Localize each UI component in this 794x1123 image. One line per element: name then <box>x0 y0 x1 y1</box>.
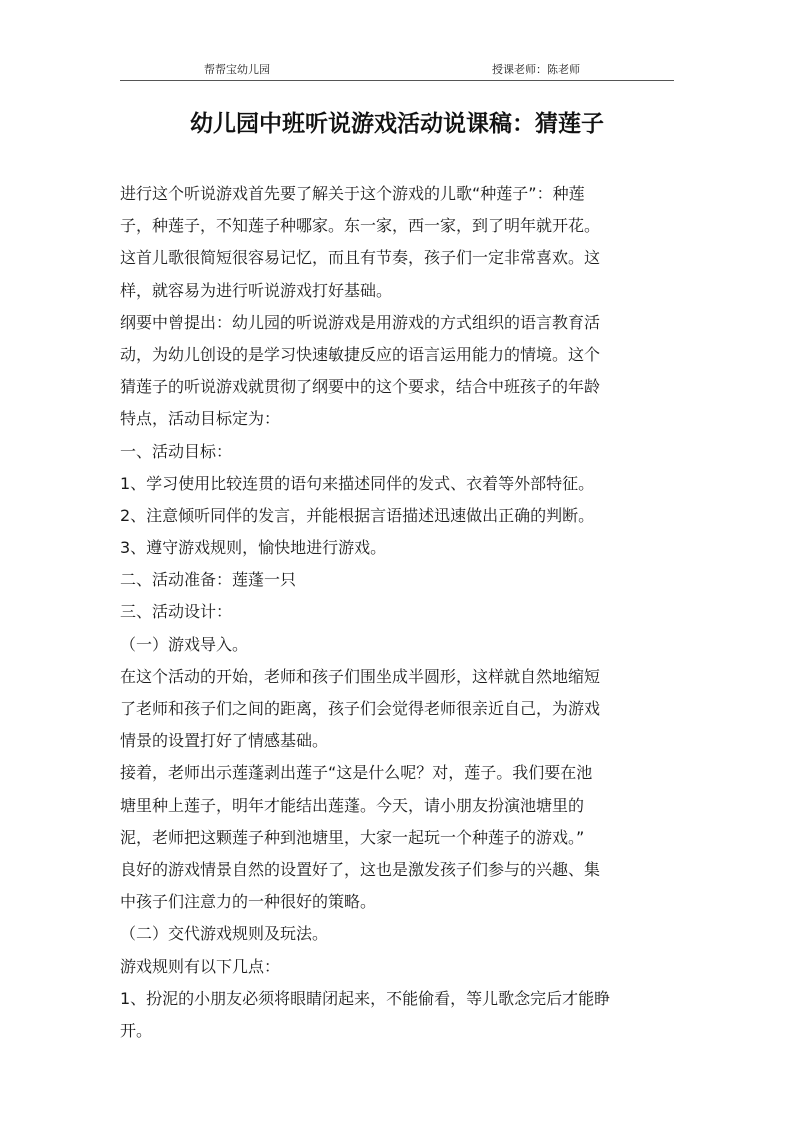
document-title: 幼儿园中班听说游戏活动说课稿：猜莲子 <box>190 111 604 137</box>
rule-item: 1、扮泥的小朋友必须将眼睛闭起来，不能偷看，等儿歌念完后才能睁 <box>120 988 611 1008</box>
body-line: 这首儿歌很简短很容易记忆，而且有节奏，孩子们一定非常喜欢。这 <box>120 248 601 268</box>
body-line: 塘里种上莲子，明年才能结出莲蓬。今天，请小朋友扮演池塘里的 <box>120 795 585 815</box>
header-teacher: 授课老师：陈老师 <box>492 63 580 76</box>
page-header <box>120 62 674 81</box>
section-heading-goals: 一、活动目标： <box>120 441 233 461</box>
body-line: 特点，活动目标定为： <box>120 409 281 429</box>
body-line: 游戏规则有以下几点： <box>120 956 281 976</box>
subsection-heading-intro: （一）游戏导入。 <box>120 634 249 654</box>
document-body <box>120 178 675 1047</box>
body-line: 泥，老师把这颗莲子种到池塘里，大家一起玩一个种莲子的游戏。” <box>120 827 585 847</box>
body-line: 在这个活动的开始，老师和孩子们围坐成半圆形，这样就自然地缩短 <box>120 666 601 686</box>
goal-item: 1、学习使用比较连贯的语句来描述同伴的发式、衣着等外部特征。 <box>120 473 595 493</box>
rule-item: 开。 <box>120 1020 153 1040</box>
section-heading-design: 三、活动设计： <box>120 602 233 622</box>
section-heading-preparation: 二、活动准备：莲蓬一只 <box>120 570 297 590</box>
body-line: 样，就容易为进行听说游戏打好基础。 <box>120 280 393 300</box>
goal-item: 3、遵守游戏规则，愉快地进行游戏。 <box>120 538 387 558</box>
body-line: 中孩子们注意力的一种很好的策略。 <box>120 892 377 912</box>
body-line: 良好的游戏情景自然的设置好了，这也是激发孩子们参与的兴趣、集 <box>120 859 601 879</box>
body-line: 动，为幼儿创设的是学习快速敏捷反应的语言运用能力的情境。这个 <box>120 344 601 364</box>
subsection-heading-rules: （二）交代游戏规则及玩法。 <box>120 924 329 944</box>
body-line: 接着，老师出示莲蓬剥出莲子“这是什么呢？对，莲子。我们要在池 <box>120 763 593 783</box>
body-line: 子，种莲子，不知莲子种哪家。东一家，西一家，到了明年就开花。 <box>120 216 601 236</box>
goal-item: 2、注意倾听同伴的发言，并能根据言语描述迅速做出正确的判断。 <box>120 505 595 525</box>
body-line: 猜莲子的听说游戏就贯彻了纲要中的这个要求，结合中班孩子的年龄 <box>120 377 601 397</box>
header-kindergarten-name: 帮帮宝幼儿园 <box>204 63 270 76</box>
body-line: 情景的设置打好了情感基础。 <box>120 731 329 751</box>
body-line: 纲要中曾提出：幼儿园的听说游戏是用游戏的方式组织的语言教育活 <box>120 312 601 332</box>
body-line: 进行这个听说游戏首先要了解关于这个游戏的儿歌“种莲子”：种莲 <box>120 184 585 203</box>
body-line: 了老师和孩子们之间的距离，孩子们会觉得老师很亲近自己，为游戏 <box>120 699 601 718</box>
